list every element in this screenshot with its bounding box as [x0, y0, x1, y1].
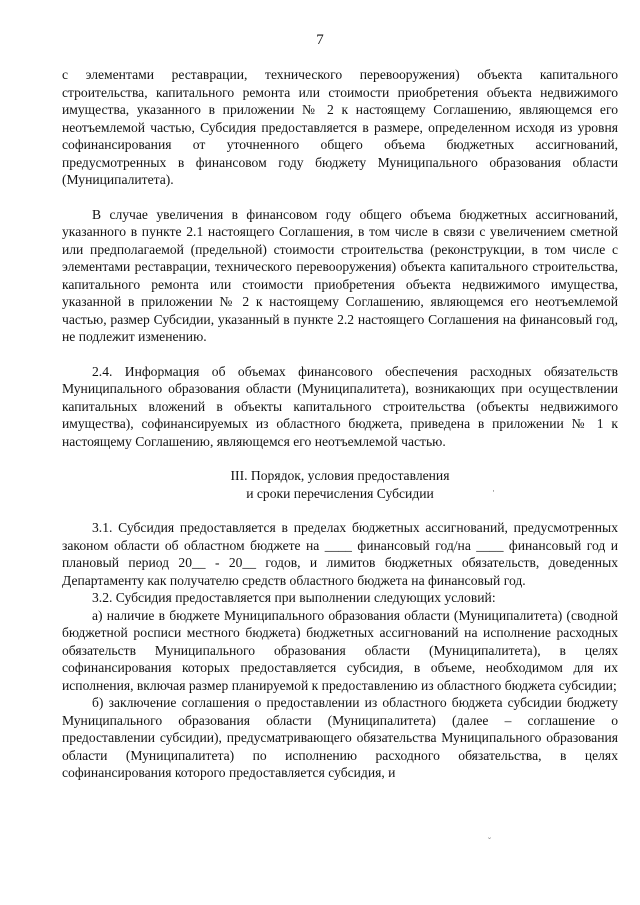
page-number: 7	[316, 32, 324, 48]
scan-dot-mark: ·	[492, 486, 495, 496]
paragraph-condition-b: б) заключение соглашения о предоставлении из областного бюджета субсидии бюджету Муниципального образования области (Муниципалитета) (далее – соглашение о предоставлении субсидии), предусматривающего обязательства Муниципального образования области (Муниципалитета) по исполнению расходного обязательства, в целях софинансирования которого предоставляется субсидия, и	[62, 695, 618, 780]
section-heading-line-1: III. Порядок, условия предоставления	[230, 468, 450, 483]
paragraph-condition-a: а) наличие в бюджете Муниципального образования области (Муниципалитета) (сводной бюджетной росписи местного бюджета) бюджетных ассигнований на исполнение расходных обязательств Муниципального образования области (Муниципалитета), в целях софинансирования которых предоставляется субсидия, в объеме, необходимом для их исполнения, включая размер планируемой к предоставлению из областного бюджета субсидии;	[62, 607, 618, 693]
scan-dot-mark: ˘	[488, 836, 491, 846]
paragraph-continuation: с элементами реставрации, технического перевооружения) объекта капитального строительства, капитального ремонта или стоимости приобретения объекта недвижимого имущества, указанного в приложении № 2 к настоящему Соглашению, являющемся его неотъемлемой частью, Субсидия предоставляется в размере, определенном исходя из уровня софинансирования от уточненного общего объема бюджетных ассигнований, предусмотренных в финансовом году бюджету Муниципального образования области (Муниципалитета).	[62, 67, 618, 187]
paragraph-3-2: 3.2. Субсидия предоставляется при выполнении следующих условий:	[92, 590, 496, 605]
paragraph-budget-increase: В случае увеличения в финансовом году общего объема бюджетных ассигнований, указанного в пункте 2.1 настоящего Соглашения, в том числе в связи с увеличением сметной или предполагаемой (предельной) стоимости строительства (реконструкции, в том числе с элементами реставрации, технического перевооружения) объекта капитального строительства, капитального ремонта или стоимости приобретения объекта недвижимого имущества, указанной в приложении № 2 к настоящему Соглашению, являющемся его неотъемлемой частью, размер Субсидии, указанный в пункте 2.2 настоящего Соглашения на финансовый год, не подлежит изменению.	[62, 206, 618, 344]
section-heading-line-2: и сроки перечисления Субсидии	[246, 485, 434, 501]
paragraph-3-1: 3.1. Субсидия предоставляется в пределах бюджетных ассигнований, предусмотренных законом области об областном бюджете на ____ финансовый год/на ____ финансовый год и плановый период 20__ - 20__ годов, и лимитов бюджетных обязательств, доведенных Департаменту как получателю средств областного бюджета на финансовый год.	[62, 520, 618, 588]
document-body	[62, 66, 618, 782]
paragraph-2-4: 2.4. Информация об объемах финансового обеспечения расходных обязательств Муниципального образования области (Муниципалитета), возникающих при осуществлении капитальных вложений в объекты капитального строительства (объекты недвижимого имущества), софинансируемых из областного бюджета, приведена в приложении № 1 к настоящему Соглашению, являющемся его неотъемлемой частью.	[62, 363, 618, 449]
